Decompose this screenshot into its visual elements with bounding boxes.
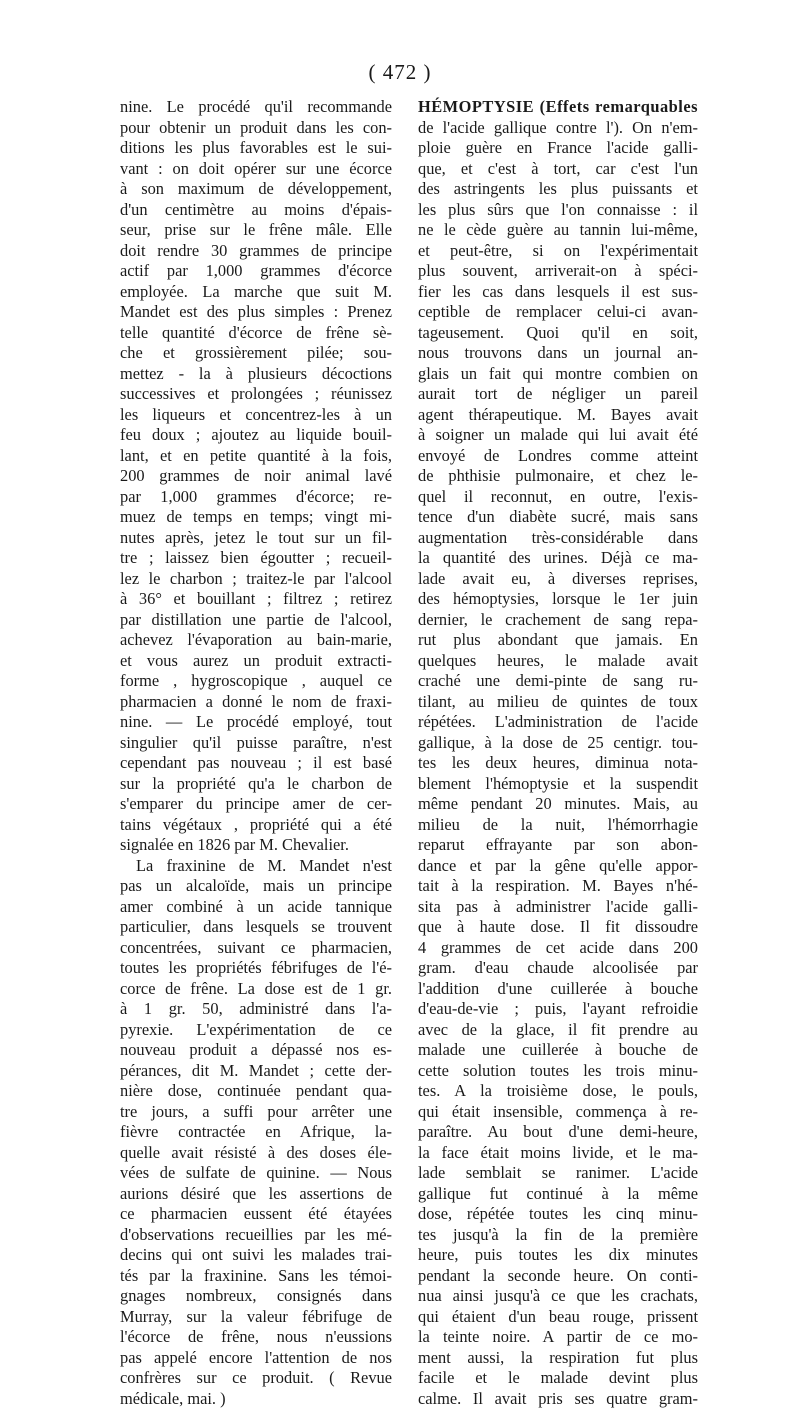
text-line: amer combiné à un acide tannique [120,897,392,918]
text-line: cependant pas nouveau ; il est basé [120,753,392,774]
text-line: achevez l'évaporation au bain-marie, [120,630,392,651]
text-line: singulier qu'il puisse paraître, n'est [120,733,392,754]
text-line: des astringents les plus puissants et [418,179,698,200]
text-line: vées de sulfate de quinine. — Nous [120,1163,392,1184]
text-line: de l'acide gallique contre l'). On n'em- [418,118,698,139]
text-line: cette solution toutes les trois minu- [418,1061,698,1082]
text-line: à 36° et bouillant ; filtrez ; retirez [120,589,392,610]
text-line: répétées. L'administration de l'acide [418,712,698,733]
text-line: d'un centimètre au moins d'épais- [120,200,392,221]
text-line: nine. — Le procédé employé, tout [120,712,392,733]
text-line: et peut-être, si on l'expérimentait [418,241,698,262]
text-line: La fraxinine de M. Mandet n'est [120,856,392,877]
text-line: employée. La marche que suit M. [120,282,392,303]
text-line: sur la propriété qu'a le charbon de [120,774,392,795]
text-line: seur, prise sur le frêne mâle. Elle [120,220,392,241]
text-line: tes les deux heures, diminua nota- [418,753,698,774]
text-line: gram. d'eau chaude alcoolisée par [418,958,698,979]
text-line: lez le charbon ; traitez-le par l'alcool [120,569,392,590]
text-line: médicale, mai. ) [120,1389,392,1409]
text-line: forme , hygroscopique , auquel ce [120,671,392,692]
text-line: aurait tort de négliger un pareil [418,384,698,405]
text-line: facile et le malade devint plus [418,1368,698,1389]
text-line: craché une demi-pinte de sang ru- [418,671,698,692]
page-number: ( 472 ) [0,60,800,85]
article-heading: HÉMOPTYSIE (Effets remarquables [418,97,698,118]
text-line: fièvre contractée en Afrique, la- [120,1122,392,1143]
text-line: quelle avait résisté à des doses éle- [120,1143,392,1164]
text-line: que, et c'est à tort, car c'est l'un [418,159,698,180]
text-line: les liqueurs et concentrez-les à un [120,405,392,426]
text-line: tait à la respiration. M. Bayes n'hé- [418,876,698,897]
text-line: calme. Il avait pris ses quatre gram- [418,1389,698,1409]
text-line: tence d'un diabète sucré, mais sans [418,507,698,528]
text-line: quelques heures, le malade avait [418,651,698,672]
text-line: pyrexie. L'expérimentation de ce [120,1020,392,1041]
text-line: dernier, le crachement de sang repa- [418,610,698,631]
text-line: 4 grammes de cet acide dans 200 [418,938,698,959]
text-line: nua ainsi jusqu'à ce que les crachats, [418,1286,698,1307]
text-line: tageusement. Quoi qu'il en soit, [418,323,698,344]
text-line: blement l'hémoptysie et la suspendit [418,774,698,795]
text-line: que à haute dose. Il fit dissoudre [418,917,698,938]
text-line: ne le cède guère au tannin lui-même, [418,220,698,241]
text-line: successives et prolongées ; réunissez [120,384,392,405]
text-line: tes jusqu'à la fin de la première [418,1225,698,1246]
text-line: de phthisie pulmonaire, et chez le- [418,466,698,487]
text-line: la teinte noire. A partir de ce mo- [418,1327,698,1348]
text-line: particulier, dans lesquels se trouvent [120,917,392,938]
text-line: sita pas à administrer l'acide galli- [418,897,698,918]
text-line: feu doux ; ajoutez au liquide bouil- [120,425,392,446]
text-line: lade semblait se ranimer. L'acide [418,1163,698,1184]
text-line: toutes les propriétés fébrifuges de l'é- [120,958,392,979]
text-line: s'emparer du principe amer de cer- [120,794,392,815]
text-line: nouveau produit a dépassé nos es- [120,1040,392,1061]
text-line: quel il reconnut, en outre, l'exis- [418,487,698,508]
text-line: la quantité des urines. Déjà ce ma- [418,548,698,569]
text-line: tre jours, a suffi pour arrêter une [120,1102,392,1123]
text-line: augmentation très-considérable dans [418,528,698,549]
text-line: d'observations recueillies par les mé- [120,1225,392,1246]
text-line: les plus sûrs que l'on connaisse : il [418,200,698,221]
text-line: qui était insensible, commença à re- [418,1102,698,1123]
text-line: par distillation une partie de l'alcool, [120,610,392,631]
text-line: à 1 gr. 50, administré dans l'a- [120,999,392,1020]
text-line: glais un fait qui montre combien on [418,364,698,385]
text-line: reparut effrayante par son abon- [418,835,698,856]
text-line: nous trouvons dans un journal an- [418,343,698,364]
text-line: ceptible de remplacer celui-ci avan- [418,302,698,323]
text-line: plus souvent, arriverait-on à spéci- [418,261,698,282]
left-column [120,97,392,1409]
text-line: 200 grammes de noir animal lavé [120,466,392,487]
text-line: mettez - la à plusieurs décoctions [120,364,392,385]
text-line: ploie guère en France l'acide galli- [418,138,698,159]
text-line: même pendant 20 minutes. Mais, au [418,794,698,815]
text-line: pas un alcaloïde, mais un principe [120,876,392,897]
text-line: nine. Le procédé qu'il recommande [120,97,392,118]
text-line: pendant la seconde heure. On conti- [418,1266,698,1287]
text-line: concentrées, suivant ce pharmacien, [120,938,392,959]
text-line: à soigner un malade qui lui avait été [418,425,698,446]
text-line: l'addition d'une cuillerée à bouche [418,979,698,1000]
text-line: tre ; laissez bien égoutter ; recueil- [120,548,392,569]
text-line: tains végétaux , propriété qui a été [120,815,392,836]
text-line: pérances, dit M. Mandet ; cette der- [120,1061,392,1082]
text-line: et vous aurez un produit extracti- [120,651,392,672]
text-line: doit rendre 30 grammes de principe [120,241,392,262]
text-line: qui étaient d'un beau rouge, prissent [418,1307,698,1328]
text-line: che et grossièrement pilée; sou- [120,343,392,364]
text-line: fier les cas dans lesquels il est sus- [418,282,698,303]
text-line: ce pharmacien eussent été étayées [120,1204,392,1225]
text-line: malade une cuillerée à bouche de [418,1040,698,1061]
text-line: signalée en 1826 par M. Chevalier. [120,835,392,856]
text-line: pharmacien a donné le nom de fraxi- [120,692,392,713]
text-line: vant : on doit opérer sur une écorce [120,159,392,180]
text-line: confrères sur ce produit. ( Revue [120,1368,392,1389]
text-line: pour obtenir un produit dans les con- [120,118,392,139]
text-line: nutes après, jetez le tout sur un fil- [120,528,392,549]
text-line: envoyé de Londres comme atteint [418,446,698,467]
text-line: aurions désiré que les assertions de [120,1184,392,1205]
text-line: dance et par la gêne qu'elle appor- [418,856,698,877]
text-line: decins qui ont suivi les malades trai- [120,1245,392,1266]
text-line: heure, puis toutes les dix minutes [418,1245,698,1266]
text-line: lant, et en petite quantité à la fois, [120,446,392,467]
text-line: tilant, au milieu de quintes de toux [418,692,698,713]
text-line: à son maximum de développement, [120,179,392,200]
right-column [418,97,698,1409]
text-line: ment aussi, la respiration fut plus [418,1348,698,1369]
text-line: d'eau-de-vie ; puis, l'ayant refroidie [418,999,698,1020]
text-line: des hémoptysies, lorsque le 1er juin [418,589,698,610]
text-line: dose, répétée toutes les cinq minu- [418,1204,698,1225]
text-line: rut plus abondant que jamais. En [418,630,698,651]
text-line: corce de frêne. La dose est de 1 gr. [120,979,392,1000]
text-line: la face était moins livide, et le ma- [418,1143,698,1164]
text-line: tes. A la troisième dose, le pouls, [418,1081,698,1102]
text-line: Murray, sur la valeur fébrifuge de [120,1307,392,1328]
text-line: gallique, à la dose de 25 centigr. tou- [418,733,698,754]
text-line: lade avait eu, à diverses reprises, [418,569,698,590]
text-line: muez de temps en temps; vingt mi- [120,507,392,528]
text-line: gnages nombreux, consignés dans [120,1286,392,1307]
text-line: avec de la glace, il fit prendre au [418,1020,698,1041]
text-line: pas appelé encore l'attention de nos [120,1348,392,1369]
text-line: tés par la fraxinine. Sans les témoi- [120,1266,392,1287]
text-line: l'écorce de frêne, nous n'eussions [120,1327,392,1348]
text-line: actif par 1,000 grammes d'écorce [120,261,392,282]
text-line: telle quantité d'écorce de frêne sè- [120,323,392,344]
text-line: par 1,000 grammes d'écorce; re- [120,487,392,508]
text-line: paraître. Au bout d'une demi-heure, [418,1122,698,1143]
text-line: nière dose, continuée pendant qua- [120,1081,392,1102]
text-line: agent thérapeutique. M. Bayes avait [418,405,698,426]
text-line: milieu de la nuit, l'hémorrhagie [418,815,698,836]
text-line: Mandet est des plus simples : Prenez [120,302,392,323]
text-line: gallique fut continué à la même [418,1184,698,1205]
text-line: ditions les plus favorables est le sui- [120,138,392,159]
